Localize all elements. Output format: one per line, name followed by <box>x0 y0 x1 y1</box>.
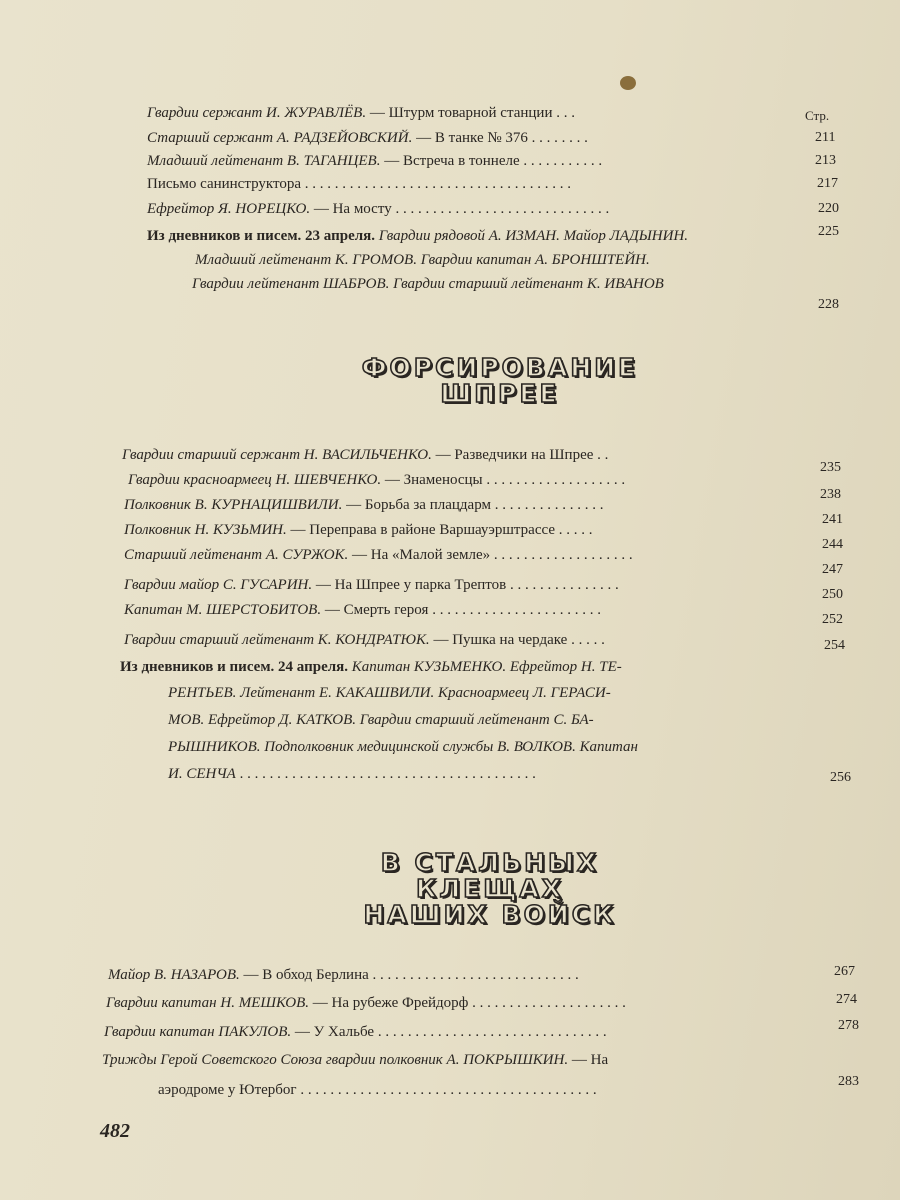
entry-author: Гвардии сержант И. ЖУРАВЛЁВ. <box>147 105 367 121</box>
toc-entry: Гвардии сержант И. ЖУРАВЛЁВ. — Штурм товарной станции . . . <box>147 105 575 121</box>
entry-author: Ефрейтор Я. НОРЕЦКО. <box>147 201 311 217</box>
entry-title: — На Шпрее у парка Трептов <box>312 577 507 593</box>
toc-entry: Гвардии старший лейтенант К. КОНДРАТЮК. — Пушка на чердаке . . . . . <box>124 632 605 648</box>
entry-title: — Борьба за плацдарм <box>342 497 491 513</box>
entry-author: Старший сержант А. РАДЗЕЙОВСКИЙ. <box>147 130 413 146</box>
entry-title: — В обход Берлина <box>239 967 369 983</box>
page-number: 247 <box>822 562 843 577</box>
toc-entry: Гвардии старший сержант Н. ВАСИЛЬЧЕНКО. — Разведчики на Шпрее . . <box>122 447 609 463</box>
toc-entry: Гвардии красноармеец Н. ШЕВЧЕНКО. — Знаменосцы . . . . . . . . . . . . . . . . . . . <box>128 472 626 488</box>
entry-title: — Встреча в тоннеле <box>380 153 520 169</box>
diaries-line-text: И. СЕНЧА <box>168 766 236 782</box>
toc-entry: Ефрейтор Я. НОРЕЦКО. — На мосту . . . . . . . . . . . . . . . . . . . . . . . . . . . . . <box>147 201 610 217</box>
entry-author: Старший лейтенант А. СУРЖОК. <box>124 547 349 563</box>
page-number: 238 <box>820 487 841 502</box>
entry-title: — У Хальбе <box>291 1024 375 1040</box>
entry-author: Гвардии красноармеец Н. ШЕВЧЕНКО. <box>128 472 382 488</box>
page-number: 225 <box>818 224 839 239</box>
entry-title: — В танке № 376 <box>412 130 528 146</box>
diaries-lead: Из дневников и писем. 23 апреля. <box>147 228 376 244</box>
section-heading <box>300 355 700 407</box>
diaries-line: Гвардии лейтенант ШАБРОВ. Гвардии старший лейтенант К. ИВАНОВ <box>192 276 664 292</box>
entry-author: Гвардии капитан Н. МЕШКОВ. <box>106 995 309 1011</box>
diaries-line: РЕНТЬЕВ. Лейтенант Е. КАКАШВИЛИ. Красноармеец Л. ГЕРАСИ- <box>168 685 611 701</box>
entry-title: — Штурм товарной станции <box>366 105 553 121</box>
entry-title: — Пушка на чердаке <box>429 632 568 648</box>
diaries-line: МОВ. Ефрейтор Д. КАТКОВ. Гвардии старший лейтенант С. БА- <box>168 712 594 728</box>
diaries-line: Младший лейтенант К. ГРОМОВ. Гвардии капитан А. БРОНШТЕЙН. <box>195 252 650 268</box>
toc-entry: Письмо санинструктора . . . . . . . . . . . . . . . . . . . . . . . . . . . . . . . . . . . . <box>147 176 571 192</box>
diaries-line: Капитан КУЗЬМЕНКО. Ефрейтор Н. ТЕ- <box>351 659 622 675</box>
toc-entry: Майор В. НАЗАРОВ. — В обход Берлина . . . . . . . . . . . . . . . . . . . . . . . . . . . . <box>108 967 579 983</box>
heading-line: ФОРСИРОВАНИЕ <box>361 353 639 382</box>
diaries-entry <box>147 226 688 246</box>
entry-title: — На «Малой земле» <box>348 547 491 563</box>
toc-entry: Младший лейтенант В. ТАГАНЦЕВ. — Встреча в тоннеле . . . . . . . . . . . <box>147 153 603 169</box>
entry-title: аэродроме у Ютербог <box>158 1082 297 1098</box>
diaries-entry <box>120 657 622 677</box>
entry-author: Полковник Н. КУЗЬМИН. <box>124 522 287 538</box>
toc-entry: Гвардии капитан Н. МЕШКОВ. — На рубеже Фрейдорф . . . . . . . . . . . . . . . . . . . . . <box>106 995 626 1011</box>
ink-stain <box>620 76 636 90</box>
page-number: 213 <box>815 153 836 168</box>
entry-title: — Знаменосцы <box>381 472 483 488</box>
section-heading <box>290 850 690 928</box>
page-number: 241 <box>822 512 843 527</box>
diaries-line: И. СЕНЧА . . . . . . . . . . . . . . . . . . . . . . . . . . . . . . . . . . . . . . . . <box>168 766 536 782</box>
entry-title: — Разведчики на Шпрее <box>431 447 594 463</box>
diaries-lead: Из дневников и писем. 24 апреля. <box>120 659 349 675</box>
entry-author: Майор В. НАЗАРОВ. <box>108 967 240 983</box>
page-number: 252 <box>822 612 843 627</box>
entry-title: — На рубеже Фрейдорф <box>309 995 469 1011</box>
toc-entry: Гвардии капитан ПАКУЛОВ. — У Хальбе . . . . . . . . . . . . . . . . . . . . . . . . . . . . . . . <box>104 1024 607 1040</box>
page-number: 274 <box>836 992 857 1007</box>
heading-line: В СТАЛЬНЫХ <box>380 848 600 877</box>
page-number: 220 <box>818 201 839 216</box>
entry-author: Трижды Герой Советского Союза гвардии полковник А. ПОКРЫШКИН. <box>102 1052 569 1068</box>
page-number: 244 <box>822 537 843 552</box>
toc-entry <box>102 1050 608 1070</box>
heading-line: НАШИХ ВОЙСК <box>363 900 617 929</box>
entry-author: Гвардии капитан ПАКУЛОВ. <box>104 1024 292 1040</box>
diaries-line: РЫШНИКОВ. Подполковник медицинской службы В. ВОЛКОВ. Капитан <box>168 739 639 755</box>
entry-author: Гвардии старший лейтенант К. КОНДРАТЮК. <box>124 632 430 648</box>
entry-author: Капитан М. ШЕРСТОБИТОВ. <box>124 602 322 618</box>
page-column-label: Стр. <box>805 108 830 123</box>
heading-line: КЛЕЩАХ <box>415 874 565 903</box>
entry-title: — На <box>568 1052 609 1068</box>
entry-title: Письмо санинструктора <box>147 176 301 192</box>
page-number: 254 <box>824 638 845 653</box>
toc-entry: Капитан М. ШЕРСТОБИТОВ. — Смерть героя . . . . . . . . . . . . . . . . . . . . . . . <box>124 602 601 618</box>
toc-entry: Гвардии майор С. ГУСАРИН. — На Шпрее у парка Трептов . . . . . . . . . . . . . . . <box>124 577 619 593</box>
entry-title: — На мосту <box>310 201 392 217</box>
folio: 482 <box>100 1120 130 1142</box>
entry-author: Полковник В. КУРНАЦИШВИЛИ. <box>124 497 343 513</box>
toc-entry: Старший лейтенант А. СУРЖОК. — На «Малой земле» . . . . . . . . . . . . . . . . . . . <box>124 547 633 563</box>
page-number: 217 <box>817 176 838 191</box>
toc-entry-cont: аэродроме у Ютербог . . . . . . . . . . . . . . . . . . . . . . . . . . . . . . . . . . . . . . . . <box>158 1082 597 1098</box>
page-number: 256 <box>830 770 851 785</box>
page-number: 211 <box>815 130 836 145</box>
page-number: 235 <box>820 460 841 475</box>
page-number: 250 <box>822 587 843 602</box>
toc-entry: Полковник В. КУРНАЦИШВИЛИ. — Борьба за плацдарм . . . . . . . . . . . . . . . <box>124 497 604 513</box>
entry-title: — Смерть героя <box>321 602 429 618</box>
page-number: 283 <box>838 1074 859 1089</box>
entry-title: — Переправа в районе Варшауэрштрассе <box>286 522 555 538</box>
entry-author: Гвардии майор С. ГУСАРИН. <box>124 577 313 593</box>
diaries-line: Гвардии рядовой А. ИЗМАН. Майор ЛАДЫНИН. <box>378 228 689 244</box>
toc-entry: Полковник Н. КУЗЬМИН. — Переправа в районе Варшауэрштрассе . . . . . <box>124 522 593 538</box>
page-number: 267 <box>834 964 855 979</box>
page-number: 228 <box>818 297 839 312</box>
toc-entry: Старший сержант А. РАДЗЕЙОВСКИЙ. — В танке № 376 . . . . . . . . <box>147 130 588 146</box>
entry-author: Младший лейтенант В. ТАГАНЦЕВ. <box>147 153 381 169</box>
entry-author: Гвардии старший сержант Н. ВАСИЛЬЧЕНКО. <box>122 447 432 463</box>
heading-line: ШПРЕЕ <box>440 379 560 408</box>
page-number: 278 <box>838 1018 859 1033</box>
